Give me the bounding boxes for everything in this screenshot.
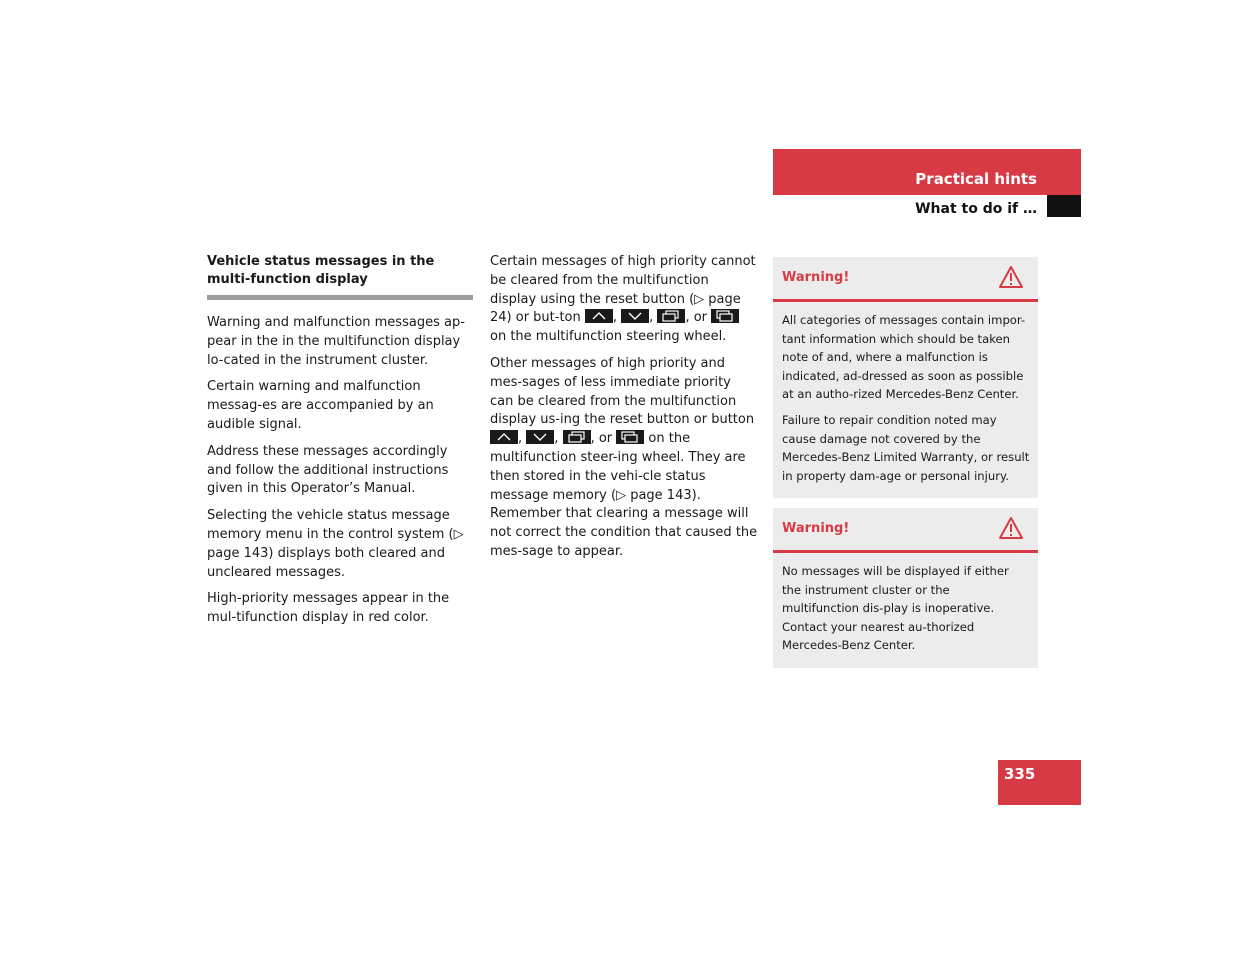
page-back-key-icon [563,430,591,444]
page-number-box [998,760,1081,805]
arrow-up-key-icon [585,309,613,323]
warning-paragraph: No messages will be displayed if either the instrument cluster or the multifunction dis-play is inoperative. Contact your nearest au-thorized Mercedes-Benz Center. [782,564,1009,653]
paragraph: Address these messages accordingly and follow the additional instructions given in this Operator’s Manual. [207,443,449,497]
paragraph: Warning and malfunction messages ap-pear in the in the multifunction display lo-cated in the instrument cluster. [207,315,465,368]
warning-box-2 [773,508,1038,668]
page-forward-key-icon [711,309,739,323]
warning-title: Warning! [782,521,850,536]
subsection-marker [1047,195,1081,217]
section-title: Practical hints [915,170,1037,188]
paragraph: High-priority messages appear in the mul-tifunction display in red color. [207,591,450,626]
separator: , [649,310,654,326]
separator: , [612,310,618,326]
paragraph: Selecting the vehicle status message memory menu in the control system (▷ page 143) displays both cleared and uncleared messages. [207,508,464,580]
separator: , or [590,431,613,447]
warning-body [773,553,1038,668]
section-header-bar [773,149,1081,195]
warning-paragraph: All categories of messages contain impor-tant information which should be taken note of and, where a malfunction is indicated, ad-dressed as soon as possible at an autho-rized Mercedes-Benz Center. [782,313,1026,402]
heading-rule [207,295,473,300]
paragraph-text: on the multifunction steering wheel. [490,329,727,345]
warning-body [773,302,1038,498]
separator: , [518,431,523,447]
column-1 [207,253,473,636]
arrow-down-key-icon [526,430,554,444]
paragraph-text: Other messages of high priority and mes-sages of less immediate priority can be cleared from the multifunction display us-ing the reset button or button [490,355,755,428]
page-forward-key-icon [616,430,644,444]
warning-header [773,508,1038,553]
page-number: 335 [1004,765,1036,783]
paragraph-reset-buttons [490,253,758,347]
warning-header [773,257,1038,302]
subsection-title: What to do if … [915,201,1037,217]
warning-paragraph: Failure to repair condition noted may cause damage not covered by the Mercedes-Benz Limited Warranty, or result in property dam-age or personal injury. [782,412,1030,483]
paragraph-text: Certain messages of high priority cannot be cleared from the multifunction display using the reset button (▷ page 24) or but-ton [490,254,756,326]
paragraph-text: on the multifunction steer-ing wheel. They are then stored in the vehi-cle status message memory (▷ page 143). Remember that clearing a message will not correct the condition that caused the mes-sage to appear. [490,431,758,559]
warning-box-1 [773,257,1038,498]
separator: , or [685,310,708,326]
arrow-down-key-icon [621,309,649,323]
warning-triangle-icon [998,265,1024,289]
paragraph: Certain warning and malfunction messag-es are accompanied by an audible signal. [207,379,434,432]
warning-title: Warning! [782,270,850,285]
warning-triangle-icon [998,516,1024,540]
section-heading: Vehicle status messages in the multi-function display [207,254,435,287]
separator: , [554,431,559,447]
paragraph-clear-messages [490,355,758,562]
column-2 [490,253,758,570]
page-back-key-icon [657,309,685,323]
arrow-up-key-icon [490,430,518,444]
